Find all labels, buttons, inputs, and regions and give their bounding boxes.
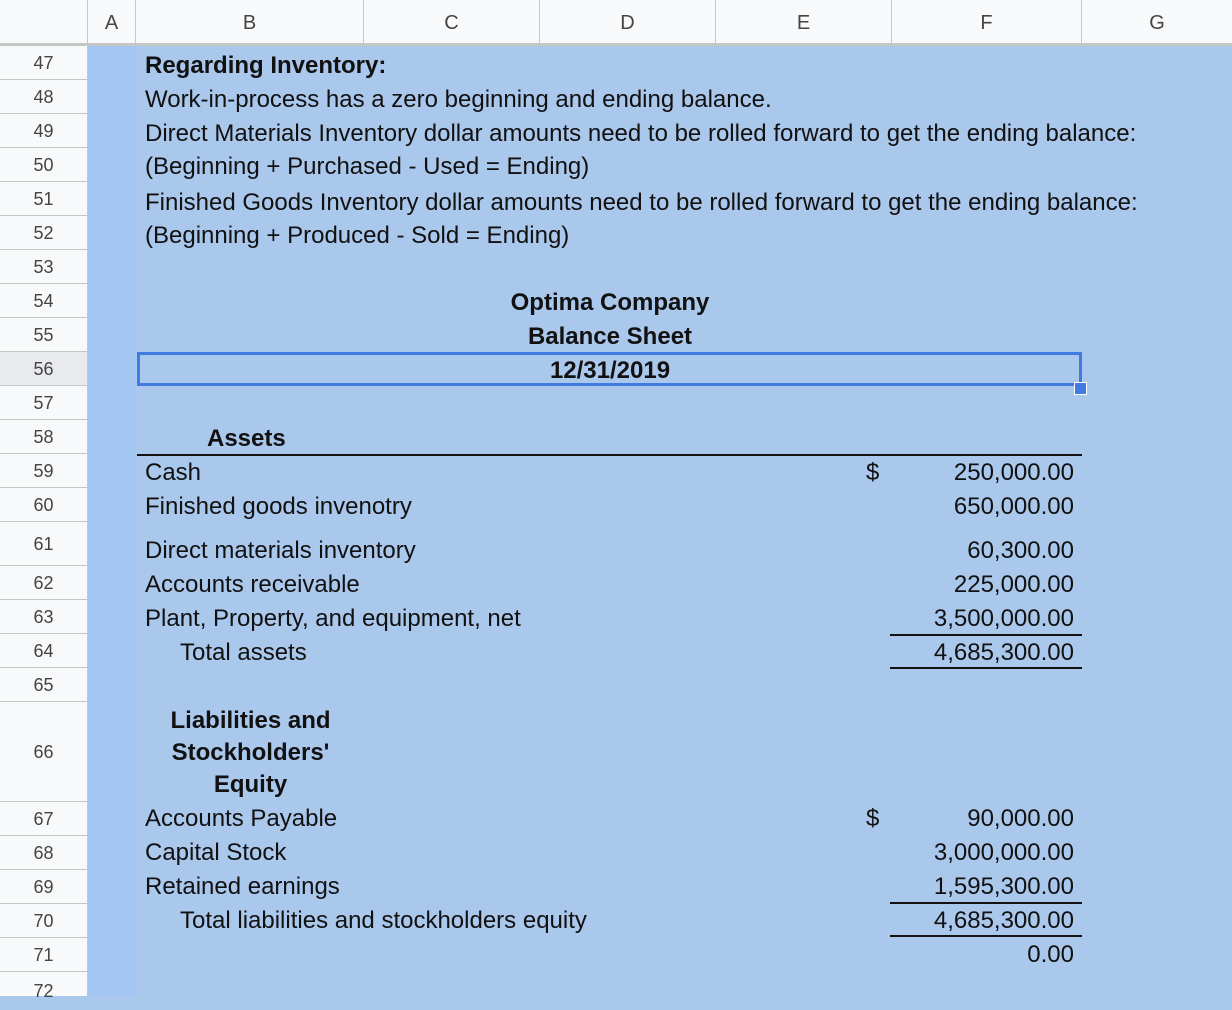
row-header[interactable]: 63 <box>0 600 87 634</box>
row-header[interactable]: 65 <box>0 668 87 702</box>
row-header[interactable]: 70 <box>0 904 87 938</box>
asset-label: Finished goods invenotry <box>145 493 412 520</box>
asset-value: 60,300.00 <box>967 537 1074 564</box>
row-header-bar <box>0 46 88 1001</box>
selected-cell-range[interactable] <box>137 352 1082 386</box>
liability-value: 90,000.00 <box>967 805 1074 832</box>
column-header-a[interactable]: A <box>88 0 136 43</box>
company-name: Optima Company <box>510 289 710 316</box>
total-liabilities-label: Total liabilities and stockholders equity <box>180 907 587 934</box>
column-header-e[interactable]: E <box>716 0 892 43</box>
asset-value: 3,500,000.00 <box>933 605 1074 632</box>
asset-label: Cash <box>145 459 202 486</box>
column-header-c[interactable]: C <box>364 0 540 43</box>
row-header[interactable]: 48 <box>0 80 87 114</box>
column-a-cells[interactable] <box>88 46 136 996</box>
total-assets-value: 4,685,300.00 <box>933 639 1074 666</box>
liability-value: 3,000,000.00 <box>933 839 1074 866</box>
row-header[interactable]: 71 <box>0 938 87 972</box>
total-rule <box>890 667 1082 669</box>
subtotal-rule <box>890 634 1082 636</box>
row-header[interactable]: 53 <box>0 250 87 284</box>
liabilities-header: Stockholders' <box>171 739 330 766</box>
select-all-corner[interactable] <box>0 0 88 43</box>
asset-value: 250,000.00 <box>953 459 1074 486</box>
liability-value: 1,595,300.00 <box>933 873 1074 900</box>
note-line: Work-in-process has a zero beginning and ending balance. <box>145 86 772 113</box>
row-header[interactable]: 49 <box>0 114 87 148</box>
row-header[interactable]: 68 <box>0 836 87 870</box>
liabilities-header: Equity <box>213 771 288 798</box>
column-header-d[interactable]: D <box>540 0 716 43</box>
row-header[interactable]: 58 <box>0 420 87 454</box>
currency-symbol: $ <box>866 459 880 486</box>
column-header-b[interactable]: B <box>136 0 364 43</box>
row-header[interactable]: 50 <box>0 148 87 182</box>
row-header-selected[interactable]: 56 <box>0 352 87 386</box>
total-assets-label: Total assets <box>180 639 307 666</box>
balance-difference-value: 0.00 <box>1027 941 1074 968</box>
row-header[interactable]: 51 <box>0 182 87 216</box>
row-header[interactable]: 47 <box>0 46 87 80</box>
asset-label: Direct materials inventory <box>145 537 416 564</box>
row-header[interactable]: 57 <box>0 386 87 420</box>
row-header[interactable]: 66 <box>0 702 87 802</box>
row-header[interactable]: 61 <box>0 522 87 566</box>
note-line: (Beginning + Purchased - Used = Ending) <box>145 153 590 180</box>
liability-label: Capital Stock <box>145 839 287 866</box>
liability-label: Accounts Payable <box>145 805 338 832</box>
note-line: Direct Materials Inventory dollar amounts need to be rolled forward to get the ending balance: <box>145 120 1137 147</box>
column-header-f[interactable]: F <box>892 0 1082 43</box>
row-header[interactable]: 72 <box>33 981 54 1001</box>
asset-value: 225,000.00 <box>953 571 1074 598</box>
note-line: Finished Goods Inventory dollar amounts need to be rolled forward to get the ending balance: <box>145 189 1138 216</box>
column-header-bar <box>0 0 1232 46</box>
row-header[interactable]: 64 <box>0 634 87 668</box>
assets-header-underline <box>137 454 1082 456</box>
assets-header: Assets <box>207 425 286 452</box>
note-line: (Beginning + Produced - Sold = Ending) <box>145 222 570 249</box>
statement-date[interactable]: 12/31/2019 <box>549 357 671 384</box>
subtotal-rule <box>890 902 1082 904</box>
liabilities-header: Liabilities and <box>170 707 331 734</box>
row-header[interactable]: 52 <box>0 216 87 250</box>
total-rule <box>890 935 1082 937</box>
row-header[interactable]: 60 <box>0 488 87 522</box>
row-header[interactable]: 67 <box>0 802 87 836</box>
fill-handle[interactable] <box>1074 382 1087 395</box>
asset-label: Plant, Property, and equipment, net <box>145 605 521 632</box>
row-header[interactable]: 69 <box>0 870 87 904</box>
row-header[interactable]: 54 <box>0 284 87 318</box>
inventory-notes-heading: Regarding Inventory: <box>145 52 387 79</box>
liability-label: Retained earnings <box>145 873 340 900</box>
column-header-g[interactable]: G <box>1149 12 1165 34</box>
row-header[interactable]: 62 <box>0 566 87 600</box>
statement-title: Balance Sheet <box>527 323 693 350</box>
row-header[interactable]: 59 <box>0 454 87 488</box>
total-liabilities-value: 4,685,300.00 <box>933 907 1074 934</box>
currency-symbol: $ <box>866 805 880 832</box>
asset-value: 650,000.00 <box>953 493 1074 520</box>
asset-label: Accounts receivable <box>145 571 360 598</box>
row-header[interactable]: 55 <box>0 318 87 352</box>
